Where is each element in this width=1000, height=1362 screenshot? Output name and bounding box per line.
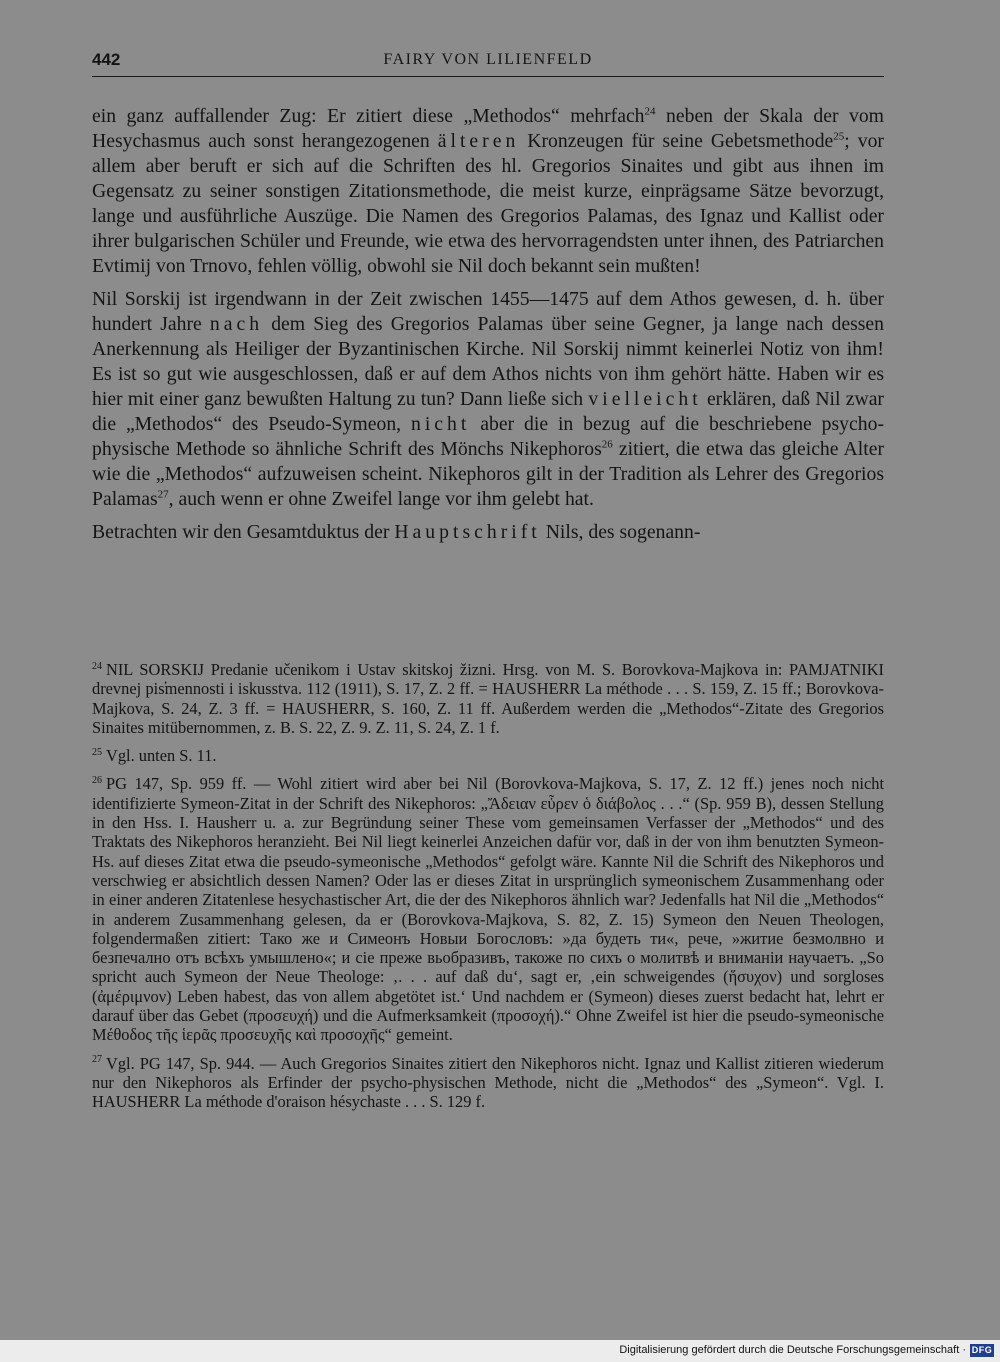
text-run: neben der Skala der vom Hesychasmus auch sonst herangezogenen — [92, 105, 884, 152]
text-run: dem Sieg des Gregorios Palamas über seine Gegner, ja lange nach dessen Anerkennung als Heiliger der Byzantinischen Kirche. Nil Sorskij nimmt keinerlei Notiz von ihm! Es ist so gut wie ausgeschlossen, daß er auf dem Athos nichts von ihm gehört hätte. Haben wir es hier mit einer ganz bewußten Haltung zu tun? Dann ließe sich — [92, 313, 884, 410]
text-run: ; vor allem aber beruft er sich auf die Schriften des hl. Gregorios Sinaites und gibt aus ihnen im Gegensatz zu seiner sonstigen Zitationsmethode, die meist kurze, einprägsame Sätze bevorzugt, lange und ausführliche Auszüge. Die Namen des Gregorios Palamas, des Ignaz und Kallist oder ihrer bulgarischen Schüler und Freunde, wie etwa des hervorragendsten unter ihnen, des Patriarchen Evtimij von Trnovo, fehlen völlig, obwohl sie Nil doch bekannt sein mußten! — [92, 130, 884, 277]
running-header — [92, 50, 884, 77]
text-run: erklären, daß Nil zwar die „Methodos“ des Pseudo-Symeon, — [92, 388, 884, 435]
text-run: zitiert, die etwa das gleiche Alter wie die „Methodos“ aufzuweisen scheint. Nikephoros gilt in der Tradition als Lehrer des Gregorios Palamas — [92, 438, 884, 510]
text-run: , auch wenn er ohne Zweifel lange vor ihm gelebt hat. — [168, 488, 594, 510]
footnote-ref-26: 26 — [601, 438, 613, 451]
page-number: 442 — [92, 50, 121, 69]
spaced-emphasis: Hauptschrift — [394, 521, 541, 543]
text-run: Nils, des sogenann- — [540, 521, 701, 543]
dfg-credit: Digitalisierung gefördert durch die Deutsche Forschungsgemeinschaft · — [619, 1344, 966, 1356]
paragraph-2 — [92, 287, 884, 512]
text-run: Betrachten wir den Gesamtduktus der — [92, 521, 395, 543]
footnotes — [92, 660, 884, 1121]
footnote-text: PG 147, Sp. 959 ff. — Wohl zitiert wird aber bei Nil (Borovkova-Majkova, S. 17, Z. 12 ff.) jenes noch nicht identifizierte Symeon-Zitat in der Schrift des Nikephoros: „Ἄδειαν εὗρεν ὁ διάβολος . . .“ (Sp. 959 B), dessen Stellung in den Hss. I. Hausherr u. a. zur Begründung seiner These vom gemeinsamen Verfasser der „Methodos“ und des Traktats des Nikephoros heranzieht. Bei Nil liegt keinerlei Anzeichen dafür vor, daß in der von ihm benutzten Symeon-Hs. auf dieses Zitat etwa die pseudo-symeonische „Methodos“ gefolgt wäre. Kannte Nil die Schrift des Nikephoros und verschwieg er absichtlich dessen Namen? Oder las er dieses Zitat in ursprünglich symeonischem Zusammenhang oder in einer anderen Zitatenlese hesychastischer Art, die der des Nikephoros ähnlich war? Jedenfalls hat Nil die „Methodos“ in anderem Zusammenhang gelesen, da er (Borovkova-Majkova, S. 82, Z. 15) Symeon den Neuen Theologen, folgendermaßen zitiert: Тако же и Симеонъ Новыи Богословъ: »да будеть ти«, рече, »житие безмолвно и безпечално отъ всѣхъ умышлено«; и сiе преже вьобразивъ, такоже по сихъ о молитвѣ и вниманiи научаетъ. „So spricht auch Symeon der Neue Theologe: ‚. . . auf daß du‘, sagt er, ‚ein schweigendes (ἥσυχον) und sorgloses (ἀμέριμνον) Leben habest, das von allem abgetötet ist.‘ Und nachdem er (Symeon) dieses zuerst bedacht hat, lehrt er darauf über das Gebet (προσευχή) und die Aufmerksamkeit (προσοχή).“ Ohne Zweifel ist hier die pseudo-symeonische Μέθοδος τῆς ἱερᾶς προσευχῆς καὶ προσοχῆς“ gemeint. — [92, 774, 884, 1045]
footnote-27 — [92, 1054, 884, 1112]
text-run: ein ganz auffallender Zug: Er zitiert diese „Methodos“ mehrfach — [92, 105, 645, 127]
footnote-24 — [92, 660, 884, 737]
spaced-emphasis: älteren — [437, 130, 520, 152]
footnote-ref-25: 25 — [833, 130, 845, 143]
footnote-ref-27: 27 — [157, 488, 169, 501]
footnote-number: 24 — [92, 660, 102, 672]
footnote-number: 25 — [92, 746, 102, 758]
footnote-text: Vgl. PG 147, Sp. 944. — Auch Gregorios Sinaites zitiert den Nikephoros nicht. Ignaz und Kallist zitieren wiederum nur den Nikephoros als Erfinder der psycho-physischen Methode, nicht die „Methodos“ des „Symeon“. Vgl. I. HAUSHERR La méthode d'oraison hésychaste . . . S. 129 f. — [92, 1053, 884, 1112]
footer-bar — [0, 1340, 1000, 1362]
footnote-26 — [92, 774, 884, 1044]
running-title: FAIRY VON LILIENFELD — [383, 51, 593, 68]
footnote-number: 27 — [92, 1054, 102, 1066]
footnote-number: 26 — [92, 775, 102, 787]
spaced-emphasis: nicht — [410, 413, 471, 435]
spaced-emphasis: nach — [209, 313, 264, 335]
text-run: Kronzeugen für seine Gebetsmethode — [519, 130, 834, 152]
spaced-emphasis: vielleicht — [588, 388, 702, 410]
paragraph-1 — [92, 104, 884, 279]
body-text — [92, 104, 884, 553]
footnote-ref-24: 24 — [644, 105, 656, 118]
text-run: Nil Sorskij ist irgendwann in der Zeit zwischen 1455—1475 auf dem Athos gewesen, d. h. über hundert Jahre — [92, 288, 884, 335]
text-run: aber die in bezug auf die beschriebene psycho-physische Methode so ähnliche Schrift des Mönchs Nikephoros — [92, 413, 884, 460]
paragraph-3 — [92, 520, 884, 545]
footnote-text: Vgl. unten S. 11. — [106, 746, 217, 766]
footnote-text: NIL SORSKIJ Predanie učenikom i Ustav skitskoj žizni. Hrsg. von M. S. Borovkova-Majkova in: PAMJATNIKI drevnej pis̕mennosti i iskusstva. 112 (1911), S. 17, Z. 2 ff. = HAUSHERR La méthode . . . S. 159, Z. 15 ff.; Borovkova-Majkova, S. 24, Z. 3 ff. = HAUSHERR, S. 160, Z. 11 ff. Außerdem werden die „Methodos“-Zitate des Gregorios Sinaites mitübernommen, z. B. S. 22, Z. 9. Z. 11, S. 24, Z. 1 f. — [92, 660, 884, 737]
footnote-25 — [92, 746, 884, 765]
dfg-logo-icon: DFG — [971, 1345, 993, 1355]
